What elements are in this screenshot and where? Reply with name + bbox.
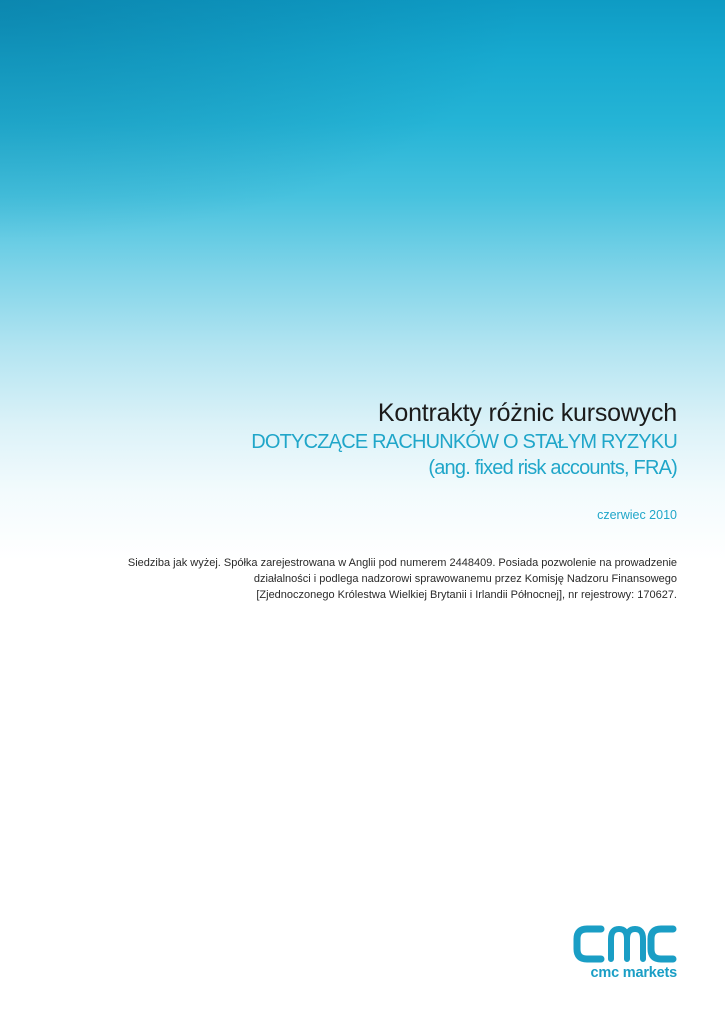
cmc-markets-logo bbox=[571, 925, 677, 981]
legal-notice bbox=[77, 555, 677, 603]
title-block bbox=[251, 397, 677, 481]
legal-notice-line2: działalności i podlega nadzorowi sprawowanemu przez Komisję Nadzoru Finansowego bbox=[253, 573, 677, 585]
cmc-logo-mark-icon bbox=[573, 925, 677, 963]
document-subtitle-line2: (ang. fixed risk accounts, FRA) bbox=[428, 457, 677, 479]
legal-notice-line3: [Zjednoczonego Królestwa Wielkiej Brytanii i Irlandii Północnej], nr rejestrowy: 170627. bbox=[256, 589, 677, 601]
document-date: czerwiec 2010 bbox=[597, 508, 677, 522]
document-title: Kontrakty różnic kursowych bbox=[377, 399, 677, 427]
document-subtitle-line1: DOTYCZĄCE RACHUNKÓW O STAŁYM RYZYKU bbox=[251, 431, 677, 453]
legal-notice-line1: Siedziba jak wyżej. Spółka zarejestrowana w Anglii pod numerem 2448409. Posiada pozwolenie na prowadzenie bbox=[127, 557, 677, 569]
sky-corner-shade bbox=[0, 0, 725, 320]
logo-wordmark: cmc markets bbox=[590, 965, 677, 981]
